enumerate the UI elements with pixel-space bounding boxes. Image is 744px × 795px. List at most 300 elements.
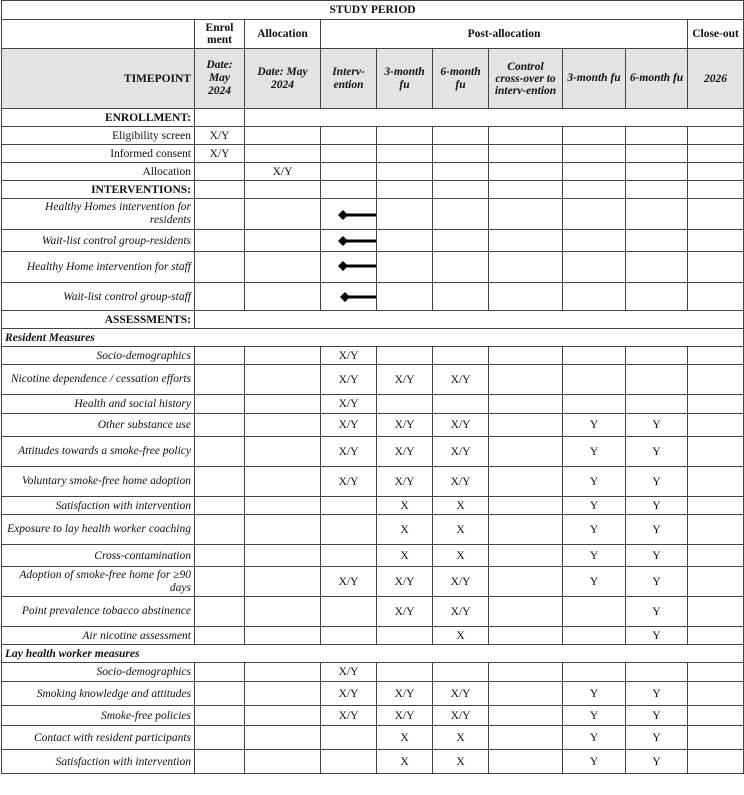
cell-value [195,163,245,181]
table-row [2,627,744,645]
empty-cell [245,597,321,627]
cell-value [489,395,563,414]
cell-value: Y [626,597,688,627]
cell-value: Y [626,627,688,645]
empty-cell [245,437,321,467]
cell-value: Y [626,437,688,467]
cell-value [321,497,377,515]
table-row [2,497,744,515]
row-label: Socio-demographics [2,347,195,365]
cell-value [377,347,433,365]
cell-value: Y [626,567,688,597]
table-row [2,437,744,467]
phase-close-out: Close-out [688,20,744,49]
cell-value: Y [563,726,626,750]
empty-cell [563,252,626,283]
empty-cell [245,663,321,682]
cell-value: Y [563,414,626,437]
empty-cell [489,283,563,311]
empty-cell [626,199,688,230]
timepoint-enrol: Date: May 2024 [195,49,245,109]
cell-value: X/Y [321,395,377,414]
empty-cell [195,467,245,497]
study-period-title: STUDY PERIOD [2,1,744,20]
cell-value: Y [626,515,688,545]
empty-cell [626,145,688,163]
empty-cell [245,726,321,750]
timeline-bar-waitlist-staff [321,283,377,311]
empty-cell [688,515,744,545]
timepoint-row [2,49,744,109]
row-label: Healthy Home intervention for staff [2,252,195,283]
empty-cell [195,497,245,515]
timeline-bar-cell [321,230,377,252]
empty-cell [195,347,245,365]
cell-value [489,515,563,545]
cell-value: X/Y [433,682,489,706]
cell-value [321,545,377,567]
empty-cell [195,567,245,597]
empty-cell [377,145,433,163]
table-row [2,127,744,145]
cell-value: X/Y [433,706,489,726]
cell-value: Y [563,467,626,497]
cell-value: X/Y [321,567,377,597]
empty-cell [433,127,489,145]
cell-value: X/Y [433,567,489,597]
cell-value: X [433,750,489,774]
empty-cell [563,181,626,199]
empty-cell [688,127,744,145]
cell-value [626,663,688,682]
empty-cell [245,365,321,395]
cell-value [489,627,563,645]
cell-value [563,395,626,414]
row-label: Contact with resident participants [2,726,195,750]
row-label: Allocation [2,163,195,181]
empty-cell [688,545,744,567]
cell-value [321,515,377,545]
cell-value [489,545,563,567]
empty-cell [377,199,433,230]
interventions-section-row [2,181,744,199]
table-row [2,163,744,181]
empty-cell [321,145,377,163]
empty-cell [433,181,489,199]
cell-value [563,627,626,645]
timeline-bar-cell [321,283,377,311]
empty-cell [195,395,245,414]
row-label: Voluntary smoke-free home adoption [2,467,195,497]
empty-cell [245,283,321,311]
cell-value [245,127,321,145]
cell-value [321,597,377,627]
cell-value: Y [626,750,688,774]
cell-value: Y [626,414,688,437]
timepoint-alloc: Date: May 2024 [245,49,321,109]
cell-value: Y [626,467,688,497]
empty-cell [433,283,489,311]
empty-cell [563,230,626,252]
empty-cell [377,127,433,145]
table-row [2,663,744,682]
empty-cell [563,283,626,311]
cell-value: X/Y [195,127,245,145]
row-label: Adoption of smoke-free home for ≥90 days [2,567,195,597]
cell-value [626,347,688,365]
empty-cell [245,199,321,230]
cell-value [489,365,563,395]
empty-cell [245,467,321,497]
empty-cell [688,682,744,706]
table-row [2,545,744,567]
empty-cell [626,127,688,145]
intervention-row [2,252,744,283]
cell-value [563,663,626,682]
cell-value [626,395,688,414]
empty-cell [377,252,433,283]
row-label: Wait-list control group-staff [2,283,195,311]
cell-value [321,726,377,750]
empty-cell [195,283,245,311]
cell-value: X/Y [433,365,489,395]
timeline-bar-residents [321,199,377,230]
timeline-bar-staff [321,252,377,283]
resident-measures-title: Resident Measures [2,329,744,347]
phase-header-row [2,20,744,49]
empty-cell [626,252,688,283]
table-row [2,750,744,774]
empty-cell [195,252,245,283]
empty-cell [688,365,744,395]
cell-value: X/Y [245,163,321,181]
cell-value: X/Y [377,597,433,627]
lhw-measures-title: Lay health worker measures [2,645,744,663]
phase-enrolment: Enrol ment [195,20,245,49]
cell-value: X [433,726,489,750]
assessments-section-row [2,311,744,329]
empty-cell [688,163,744,181]
empty-cell [195,199,245,230]
empty-cell [195,181,245,199]
empty-cell [245,395,321,414]
cell-value: Y [626,726,688,750]
timepoint-3m: 3-month fu [377,49,433,109]
cell-value [563,347,626,365]
cell-value [489,750,563,774]
cell-value: X/Y [321,347,377,365]
enrollment-title: ENROLLMENT: [2,109,195,127]
empty-cell [195,706,245,726]
cell-value [489,706,563,726]
cell-value: X [433,627,489,645]
cell-value: X/Y [195,145,245,163]
resident-measures-row [2,329,744,347]
cell-value: X/Y [377,414,433,437]
cell-value [377,395,433,414]
lhw-measures-row [2,645,744,663]
row-label: Socio-demographics [2,663,195,682]
cell-value [377,627,433,645]
cell-value: X [433,515,489,545]
cell-value: X/Y [377,682,433,706]
row-label: Exposure to lay health worker coaching [2,515,195,545]
empty-cell [195,437,245,467]
timeline-bar-cell [321,199,377,230]
cell-value: X [377,545,433,567]
empty-cell [688,750,744,774]
cell-value: X/Y [377,567,433,597]
empty-cell [321,127,377,145]
timepoint-intervention: Interv-ention [321,49,377,109]
cell-value: X/Y [321,467,377,497]
empty-cell [195,597,245,627]
cell-value: X/Y [377,437,433,467]
empty-cell [563,163,626,181]
empty-cell [433,163,489,181]
cell-value: X/Y [433,414,489,437]
empty-cell [377,283,433,311]
cell-value: X [377,497,433,515]
cell-value [489,597,563,627]
empty-cell [321,163,377,181]
cell-value: Y [626,497,688,515]
empty-cell [195,627,245,645]
empty-cell [688,283,744,311]
empty-cell [626,230,688,252]
spirit-schedule-table [1,0,744,774]
cell-value: Y [626,545,688,567]
cell-value: Y [563,437,626,467]
empty-cell [688,181,744,199]
empty-cell [377,163,433,181]
table-row [2,567,744,597]
cell-value: X/Y [321,663,377,682]
row-label: Wait-list control group-residents [2,230,195,252]
empty-cell [688,726,744,750]
empty-cell [245,682,321,706]
empty-cell [489,252,563,283]
empty-cell [245,181,321,199]
timepoint-crossover: Control cross-over to interv-ention [489,49,563,109]
cell-value: X [433,497,489,515]
cell-value: Y [626,706,688,726]
table-row [2,145,744,163]
cell-value [489,467,563,497]
empty-cell [195,515,245,545]
row-label: Attitudes towards a smoke-free policy [2,437,195,467]
empty-cell [626,163,688,181]
cell-value: X [377,515,433,545]
timeline-bar-cell [321,252,377,283]
timepoint-label: TIMEPOINT [2,49,195,109]
empty-cell [688,199,744,230]
empty-cell [245,515,321,545]
table-row [2,395,744,414]
empty-cell [245,414,321,437]
cell-value [489,437,563,467]
empty-cell [489,230,563,252]
empty-cell [245,252,321,283]
cell-value: X/Y [321,414,377,437]
empty-cell [195,230,245,252]
phase-allocation: Allocation [245,20,321,49]
intervention-row [2,230,744,252]
table-row [2,706,744,726]
empty-cell [688,437,744,467]
table-row [2,414,744,437]
empty-cell [688,706,744,726]
row-label: Cross-contamination [2,545,195,567]
empty-cell [688,497,744,515]
empty-cell [688,347,744,365]
cell-value: X/Y [433,597,489,627]
phase-blank-cell [2,20,195,49]
empty-cell [489,145,563,163]
empty-cell [195,414,245,437]
row-label: Satisfaction with intervention [2,750,195,774]
cell-value: X/Y [321,365,377,395]
empty-cell [245,750,321,774]
cell-value [626,365,688,395]
empty-cell [195,750,245,774]
interventions-title: INTERVENTIONS: [2,181,195,199]
table-row [2,682,744,706]
cell-value: X/Y [377,706,433,726]
empty-cell [688,145,744,163]
intervention-row [2,283,744,311]
cell-value [489,663,563,682]
phase-post-allocation: Post-allocation [321,20,688,49]
cell-value: Y [626,682,688,706]
empty-cell [688,597,744,627]
empty-cell [626,181,688,199]
cell-value [433,347,489,365]
cell-value: Y [563,567,626,597]
cell-value: X/Y [321,706,377,726]
empty-cell [195,545,245,567]
empty-cell [245,109,744,127]
empty-cell [688,395,744,414]
row-label: Smoking knowledge and attitudes [2,682,195,706]
cell-value: X/Y [433,437,489,467]
empty-cell [245,567,321,597]
row-label: Air nicotine assessment [2,627,195,645]
cell-value [321,750,377,774]
cell-value: Y [563,497,626,515]
cell-value [377,663,433,682]
empty-cell [245,627,321,645]
row-label: Informed consent [2,145,195,163]
empty-cell [489,199,563,230]
empty-cell [433,252,489,283]
empty-cell [245,347,321,365]
table-row [2,365,744,395]
empty-cell [688,467,744,497]
row-label: Smoke-free policies [2,706,195,726]
row-label: Nicotine dependence / cessation efforts [2,365,195,395]
cell-value [245,145,321,163]
empty-cell [688,627,744,645]
cell-value: Y [563,545,626,567]
empty-cell [688,252,744,283]
cell-value [489,726,563,750]
cell-value [433,395,489,414]
timepoint-3m-b: 3-month fu [563,49,626,109]
timeline-bar-waitlist-residents [321,230,377,252]
cell-value: X/Y [321,682,377,706]
empty-cell [626,283,688,311]
cell-value: Y [563,750,626,774]
empty-cell [489,163,563,181]
cell-value: Y [563,682,626,706]
empty-cell [563,127,626,145]
empty-cell [195,682,245,706]
timepoint-6m-b: 6-month fu [626,49,688,109]
empty-cell [195,663,245,682]
cell-value: X [377,726,433,750]
empty-cell [688,414,744,437]
row-label: Eligibility screen [2,127,195,145]
cell-value: X/Y [321,437,377,467]
cell-value [563,365,626,395]
empty-cell [195,311,744,329]
cell-value [321,627,377,645]
row-label: Satisfaction with intervention [2,497,195,515]
cell-value: X [377,750,433,774]
cell-value [489,497,563,515]
cell-value [433,663,489,682]
empty-cell [245,706,321,726]
empty-cell [195,365,245,395]
empty-cell [489,181,563,199]
row-label: Other substance use [2,414,195,437]
empty-cell [245,497,321,515]
cell-value: Y [563,706,626,726]
cell-value [489,414,563,437]
table-row [2,515,744,545]
empty-cell [377,181,433,199]
empty-cell [195,109,245,127]
intervention-row [2,199,744,230]
cell-value: X/Y [433,467,489,497]
timepoint-6m: 6-month fu [433,49,489,109]
empty-cell [563,199,626,230]
table-row [2,347,744,365]
cell-value [489,347,563,365]
empty-cell [688,663,744,682]
empty-cell [245,545,321,567]
empty-cell [433,199,489,230]
row-label: Healthy Homes intervention for residents [2,199,195,230]
empty-cell [195,726,245,750]
cell-value: X/Y [377,365,433,395]
empty-cell [563,145,626,163]
table-row [2,597,744,627]
table-row [2,467,744,497]
empty-cell [321,181,377,199]
empty-cell [245,230,321,252]
table-row [2,726,744,750]
cell-value [489,682,563,706]
timepoint-close: 2026 [688,49,744,109]
empty-cell [433,145,489,163]
cell-value: Y [563,515,626,545]
empty-cell [688,567,744,597]
empty-cell [433,230,489,252]
row-label: Health and social history [2,395,195,414]
empty-cell [489,127,563,145]
